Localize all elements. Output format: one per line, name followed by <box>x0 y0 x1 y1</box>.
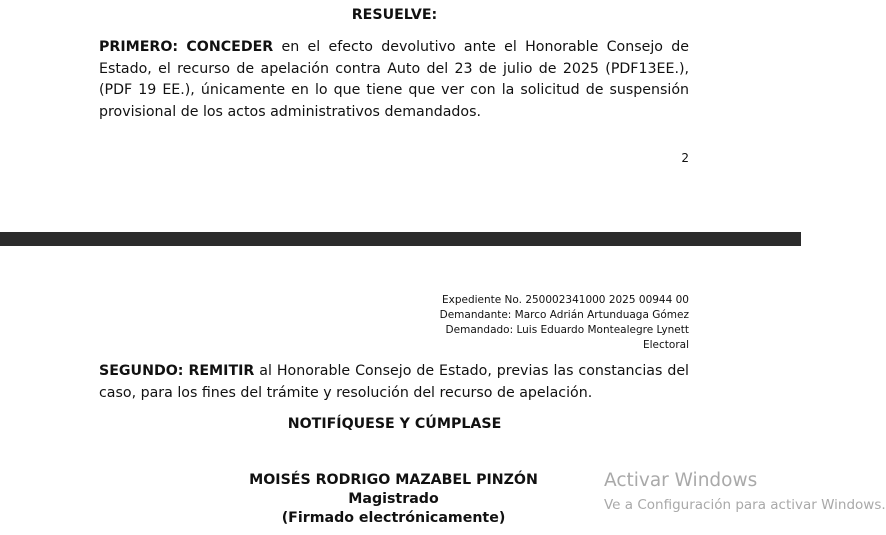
document-page-top <box>0 0 801 232</box>
primero-paragraph <box>99 37 689 124</box>
signature-note: (Firmado electrónicamente) <box>281 510 506 526</box>
demandante-line: Demandante: Marco Adrián Artunduaga Gómez <box>439 309 689 321</box>
watermark-title: Activar Windows <box>604 470 758 491</box>
closing-heading: NOTIFÍQUESE Y CÚMPLASE <box>287 416 502 432</box>
demandado-line: Demandado: Luis Eduardo Montealegre Lynett <box>445 324 689 336</box>
primero-text: en el efecto devolutivo ante el Honorable Consejo de Estado, el recurso de apelación contra Auto del 23 de julio de 2025 (PDF13EE.), (PDF 19 EE.), únicamente en lo que tiene que ver con la solicitud de suspensión provisional de los actos administrativos demandados. <box>99 39 689 121</box>
primero-verb: CONCEDER <box>186 39 274 55</box>
primero-label: PRIMERO: <box>99 39 179 55</box>
expediente-line: Expediente No. 250002341000 2025 00944 00 <box>441 294 689 306</box>
case-type-line: Electoral <box>643 339 689 351</box>
windows-activation-watermark <box>604 470 886 515</box>
segundo-text: al Honorable Consejo de Estado, previas las constancias del caso, para los fines del trámite y resolución del recurso de apelación. <box>99 363 689 401</box>
signer-role: Magistrado <box>348 491 439 507</box>
segundo-label: SEGUNDO: <box>99 363 184 379</box>
segundo-verb: REMITIR <box>188 363 255 379</box>
signer-name: MOISÉS RODRIGO MAZABEL PINZÓN <box>249 472 538 488</box>
page-separator <box>0 232 801 246</box>
resuelve-heading: RESUELVE: <box>351 7 438 23</box>
watermark-subtitle: Ve a Configuración para activar Windows. <box>604 497 886 513</box>
page-number: 2 <box>681 151 689 165</box>
segundo-paragraph <box>99 361 689 404</box>
case-header <box>380 293 689 353</box>
